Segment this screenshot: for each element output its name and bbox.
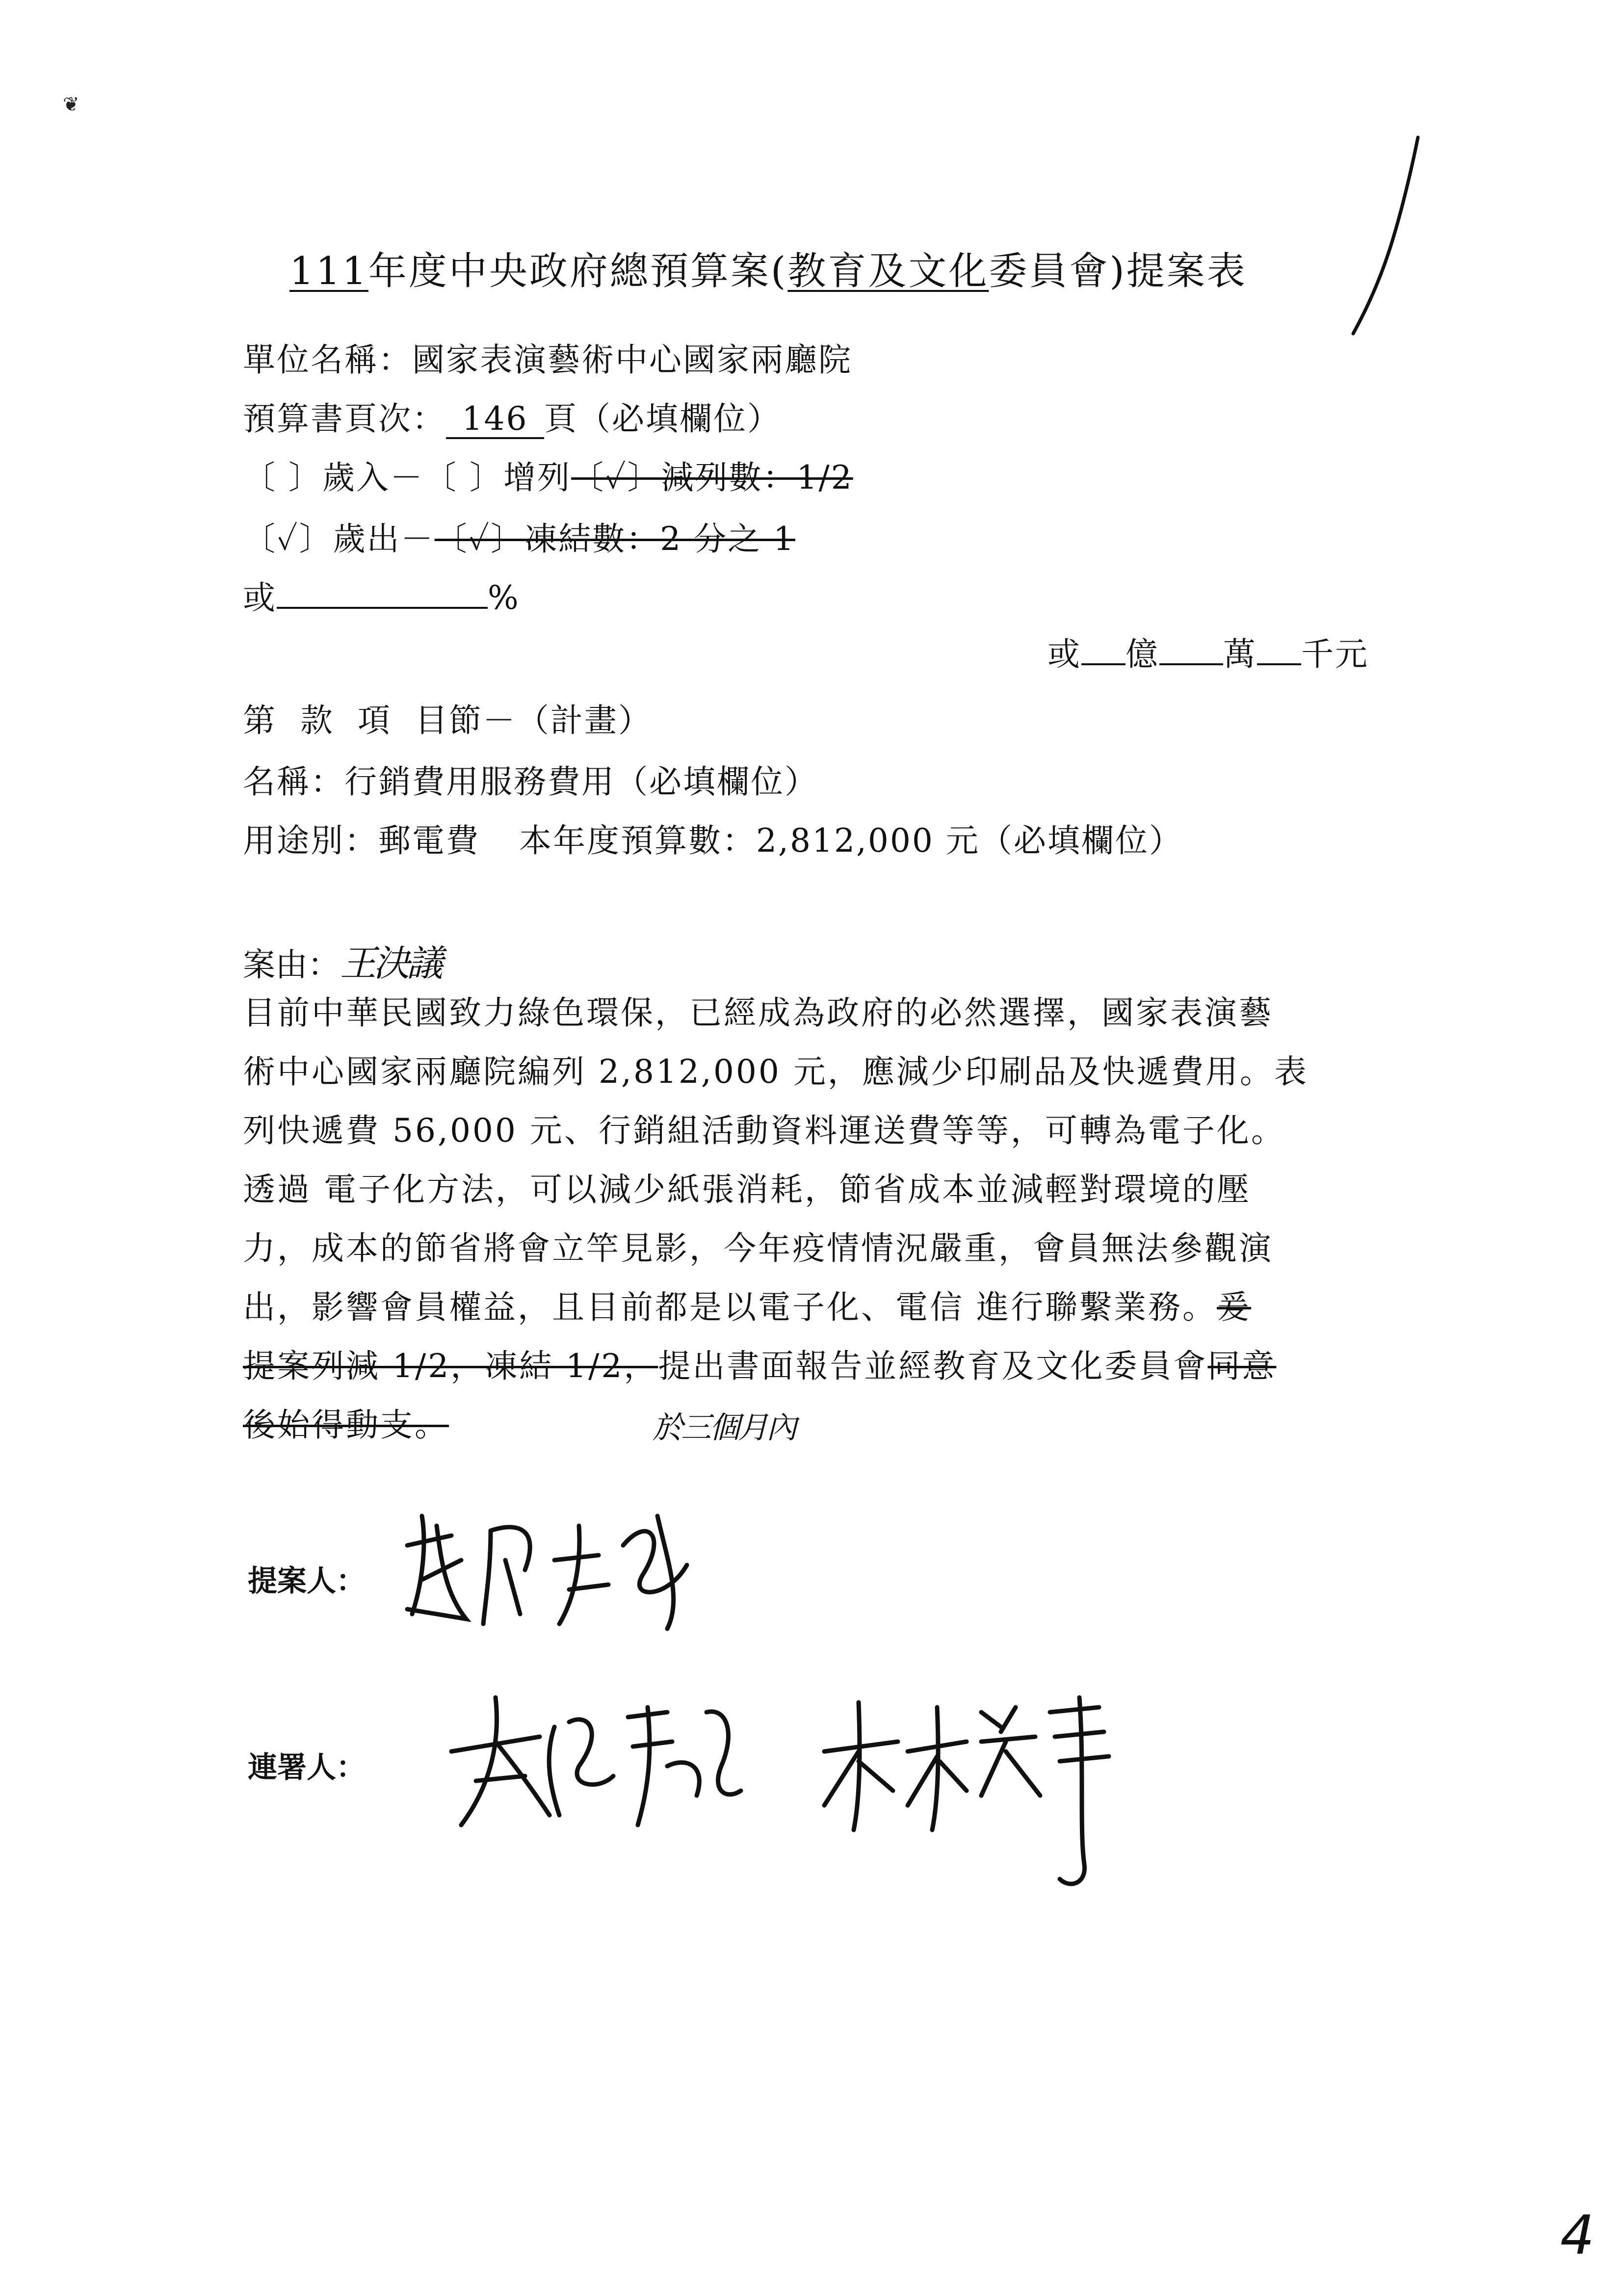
body-line-6-text: 出，影響會員權益，且目前都是以電子化、電信 進行聯繫業務。 — [243, 1288, 1217, 1326]
revenue-row — [243, 451, 853, 498]
body-line-7-struck: 提案列減 1/2，凍結 1/2， — [243, 1347, 658, 1385]
or-percent-label: 或 — [243, 579, 277, 617]
body-line-2: 術中心國家兩廳院編列 2,812,000 元，應減少印刷品及快遞費用。表 — [243, 1053, 1309, 1091]
yi-label: 億 — [1126, 635, 1159, 673]
cosigner-signature-2 — [805, 1668, 1119, 1904]
body-line-1: 目前中華民國致力綠色環保，已經成為政府的必然選擇，國家表演藝 — [243, 994, 1273, 1032]
title-committee: 教育及文化 — [787, 249, 989, 293]
body-line-7-text: 提出書面報告並經教育及文化委員會 — [658, 1347, 1208, 1385]
qian-blank — [1257, 663, 1301, 665]
cosigner-signature-1 — [432, 1668, 746, 1835]
name-row — [243, 756, 818, 802]
budget-label: 本年度預算數： — [519, 822, 756, 860]
page-ref-value: 146 — [446, 401, 544, 439]
name-value: 行銷費用服務費用（必填欄位） — [344, 763, 818, 801]
revenue-text: 歲入－〔 〕增列 — [322, 459, 571, 496]
body-line-7-struck-tail: 同意 — [1207, 1347, 1277, 1385]
body-line-7 — [243, 1347, 1276, 1385]
title-year: 111 — [289, 249, 368, 293]
cosigner-label: 連署人： — [248, 1750, 366, 1785]
handwritten-insert-note: 於三個月內 — [653, 1409, 795, 1445]
reason-handwritten-name: 王決議 — [340, 942, 440, 985]
revenue-checkbox: 〔 〕 — [243, 459, 322, 496]
body-line-4: 透過 電子化方法，可以減少紙張消耗，節省成本並減輕對環境的壓 — [243, 1171, 1251, 1208]
or-percent-row — [243, 572, 520, 618]
section-row: 第 款 項 目節－（計畫） — [243, 702, 652, 739]
unit-label: 單位名稱： — [243, 341, 412, 379]
title-pre: 年度中央政府總預算案( — [368, 249, 788, 293]
body-line-6 — [243, 1288, 1251, 1327]
wan-blank — [1159, 663, 1223, 665]
unit-row — [243, 334, 852, 380]
or-amount-label: 或 — [1048, 635, 1081, 673]
or-amount-row — [1048, 628, 1369, 675]
wan-label: 萬 — [1223, 635, 1257, 673]
name-label: 名稱： — [243, 763, 344, 801]
proposer-label: 提案人： — [248, 1564, 366, 1598]
page-ref-suffix: 頁（必填欄位） — [544, 400, 781, 438]
proposer-signature — [393, 1487, 707, 1634]
expenditure-struck: 〔✓〕凍結數：2 分之 1 — [434, 520, 796, 558]
revenue-struck: 〔✓〕減列數：1/2 — [571, 459, 853, 496]
qian-label: 千元 — [1301, 635, 1369, 673]
body-line-8-struck: 後始得動支。 — [243, 1406, 449, 1444]
budget-value: 2,812,000 元（必填欄位） — [756, 822, 1183, 860]
page-ref-row — [243, 392, 781, 439]
or-percent-blank — [277, 607, 488, 609]
expenditure-checkbox: 〔✓〕 — [243, 520, 333, 558]
reason-label: 案由： — [243, 946, 340, 984]
title-post: 委員會)提案表 — [989, 249, 1247, 293]
reason-row — [243, 935, 440, 987]
yi-blank — [1081, 663, 1126, 665]
expenditure-text: 歲出－ — [333, 520, 435, 558]
usage-value: 郵電費 — [378, 822, 480, 860]
body-line-5: 力，成本的節省將會立竿見影，今年疫情情況嚴重，會員無法參觀演 — [243, 1229, 1273, 1267]
page-number: 4 — [1560, 2204, 1595, 2267]
usage-row — [243, 814, 1183, 861]
body-line-3: 列快遞費 56,000 元、行銷組活動資料運送費等等，可轉為電子化。 — [243, 1112, 1285, 1149]
scan-speck: ❦ — [63, 93, 79, 116]
or-percent-suffix: % — [488, 579, 520, 617]
body-line-8 — [243, 1406, 449, 1444]
unit-value: 國家表演藝術中心國家兩廳院 — [412, 341, 852, 379]
expenditure-row — [243, 513, 795, 559]
body-line-6-struck: 爰 — [1216, 1288, 1251, 1326]
corner-pen-stroke — [1344, 132, 1423, 339]
page-ref-label: 預算書頁次： — [243, 400, 446, 438]
usage-label: 用途別： — [243, 822, 378, 860]
document-title — [289, 240, 1247, 295]
